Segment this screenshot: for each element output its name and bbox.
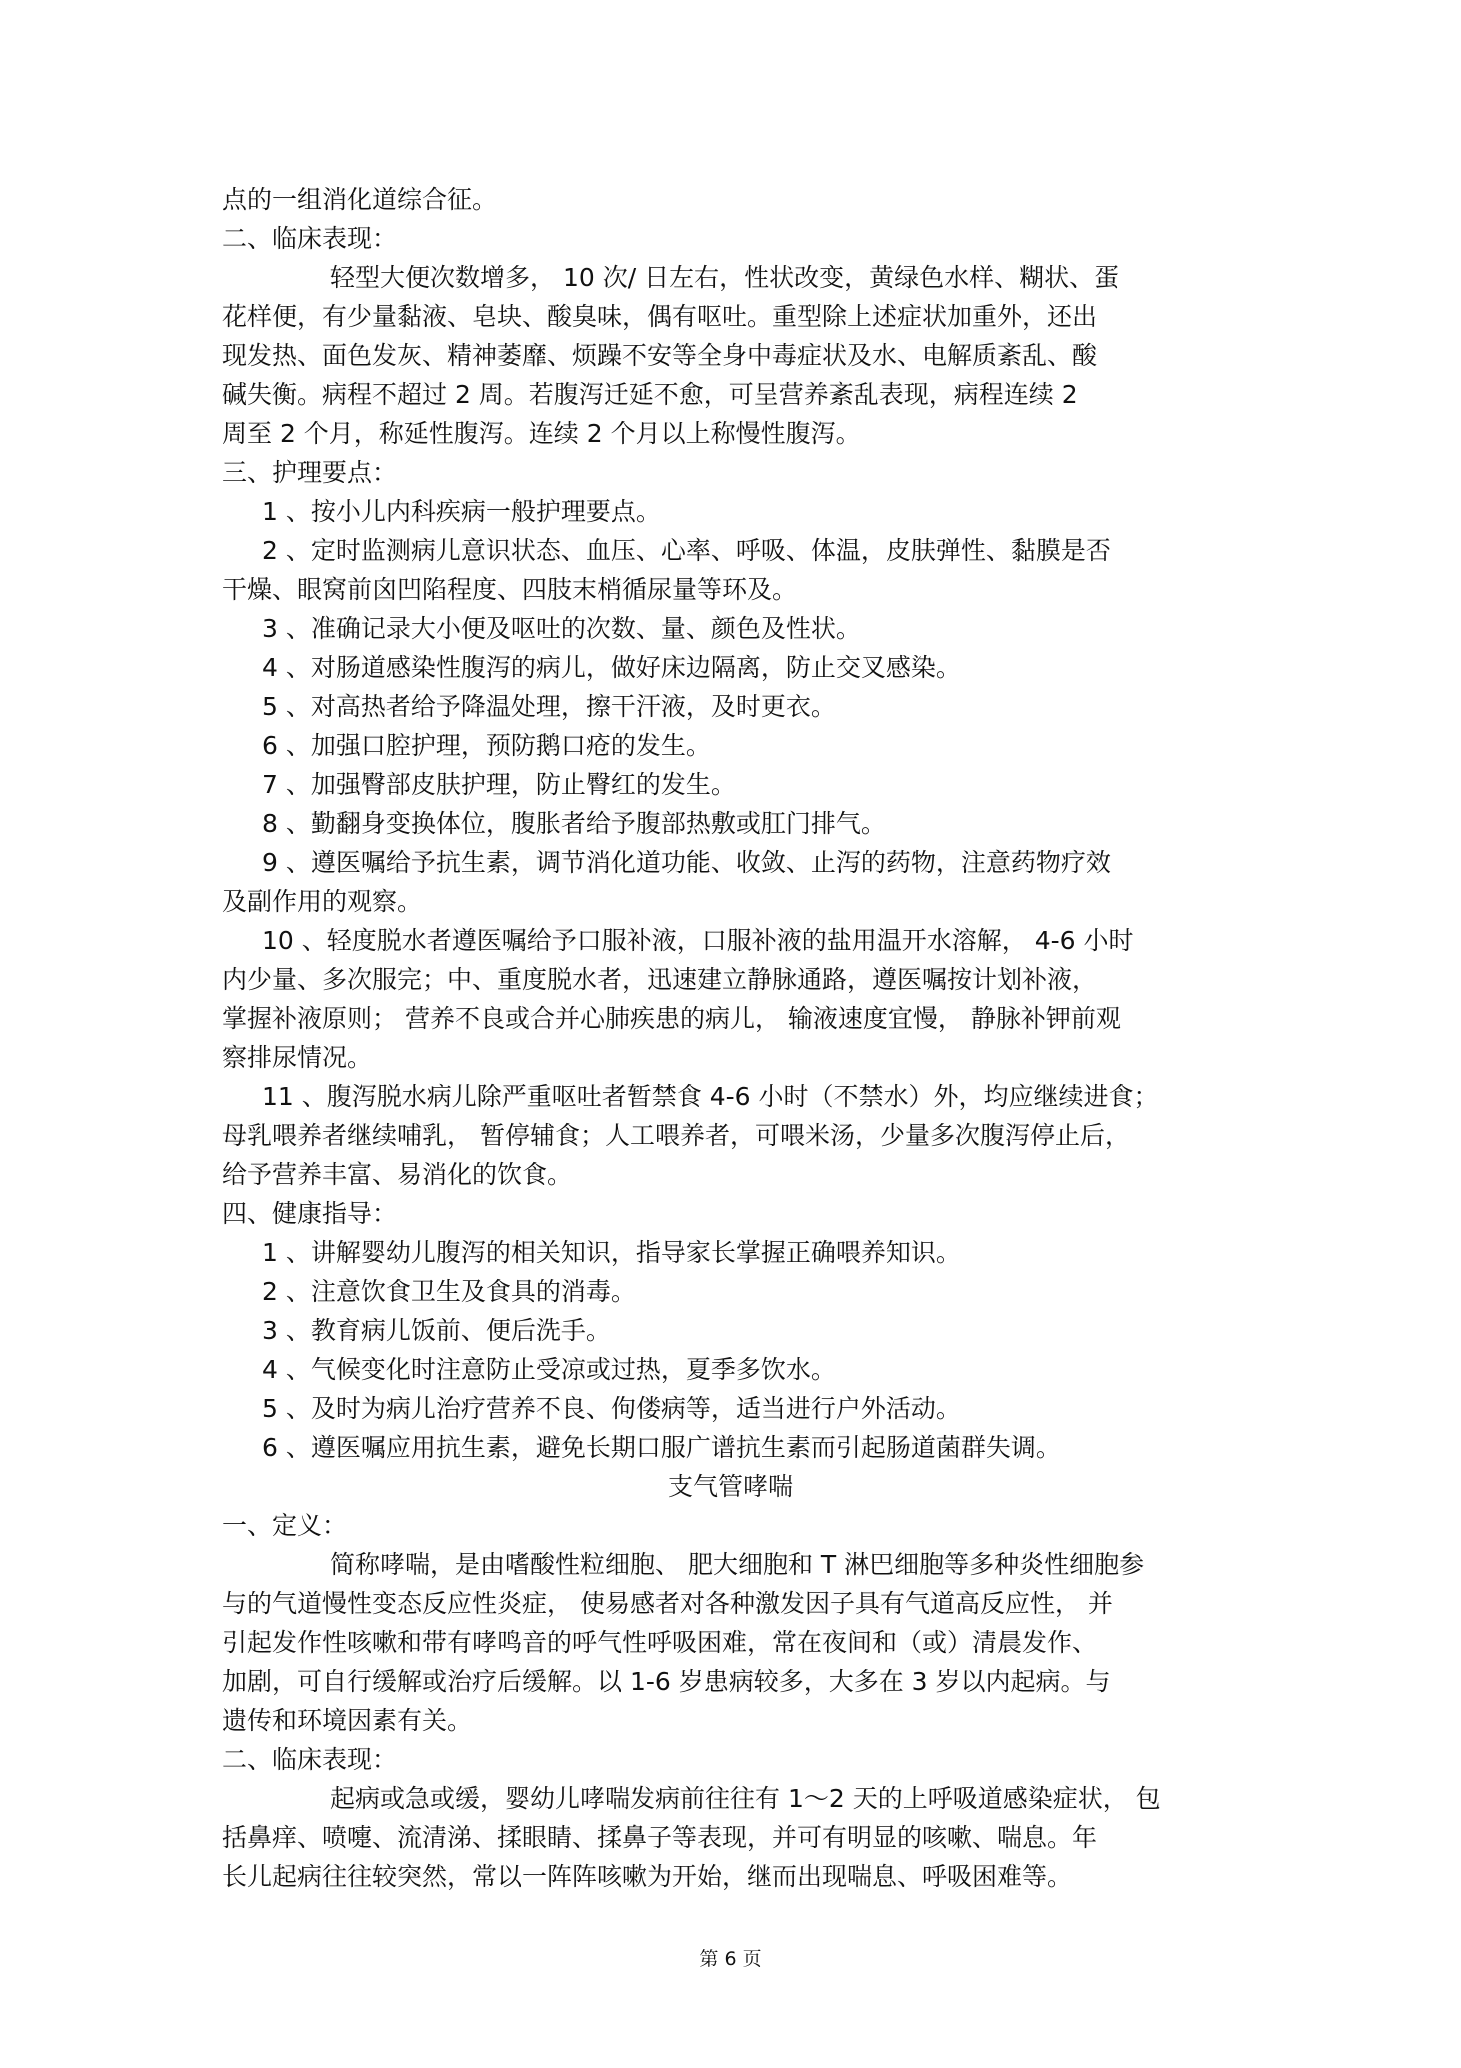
- section-heading: 一、定义：: [222, 1511, 348, 1540]
- list-item: 6 、加强口腔护理，预防鹅口疮的发生。: [262, 731, 711, 760]
- list-item: 2 、注意饮食卫生及食具的消毒。: [262, 1277, 636, 1306]
- page-number: 第 6 页: [699, 1948, 762, 1970]
- text-line: 周至 2 个月，称延性腹泻。连续 2 个月以上称慢性腹泻。: [222, 419, 861, 448]
- text-line: 点的一组消化道综合征。: [222, 185, 498, 214]
- text-line: 掌握补液原则； 营养不良或合并心肺疾患的病儿， 输液速度宜慢， 静脉补钾前观: [222, 1004, 1121, 1033]
- list-item: 6 、遵医嘱应用抗生素，避免长期口服广谱抗生素而引起肠道菌群失调。: [262, 1433, 1061, 1462]
- text-line: 与的气道慢性变态反应性炎症， 使易感者对各种激发因子具有气道高反应性， 并: [222, 1589, 1113, 1618]
- list-item: 5 、及时为病儿治疗营养不良、佝偻病等，适当进行户外活动。: [262, 1394, 961, 1423]
- text-line: 轻型大便次数增多， 10 次/ 日左右，性状改变，黄绿色水样、糊状、蛋: [330, 263, 1120, 292]
- section-heading: 二、临床表现：: [222, 224, 398, 253]
- text-line: 母乳喂养者继续哺乳， 暂停辅食；人工喂养者，可喂米汤，少量多次腹泻停止后，: [222, 1121, 1130, 1150]
- section-heading: 二、临床表现：: [222, 1745, 398, 1774]
- list-item: 2 、定时监测病儿意识状态、血压、心率、呼吸、体温，皮肤弹性、黏膜是否: [262, 536, 1111, 565]
- list-item: 11 、腹泻脱水病儿除严重呕吐者暂禁食 4-6 小时（不禁水）外，均应继续进食；: [262, 1082, 1159, 1111]
- list-item: 4 、气候变化时注意防止受凉或过热，夏季多饮水。: [262, 1355, 836, 1384]
- text-line: 内少量、多次服完；中、重度脱水者，迅速建立静脉通路，遵医嘱按计划补液，: [222, 965, 1098, 994]
- text-line: 长儿起病往往较突然，常以一阵阵咳嗽为开始，继而出现喘息、呼吸困难等。: [222, 1862, 1073, 1891]
- text-line: 加剧，可自行缓解或治疗后缓解。以 1-6 岁患病较多，大多在 3 岁以内起病。与: [222, 1667, 1111, 1696]
- text-line: 现发热、面色发灰、精神萎靡、烦躁不安等全身中毒症状及水、电解质紊乱、酸: [222, 341, 1098, 370]
- text-line: 引起发作性咳嗽和带有哮鸣音的呼气性呼吸困难，常在夜间和（或）清晨发作、: [222, 1628, 1098, 1657]
- section-heading: 四、健康指导：: [222, 1199, 398, 1228]
- text-line: 起病或急或缓，婴幼儿哮喘发病前往往有 1～2 天的上呼吸道感染症状， 包: [330, 1784, 1161, 1813]
- list-item: 10 、轻度脱水者遵医嘱给予口服补液，口服补液的盐用温开水溶解， 4-6 小时: [262, 926, 1134, 955]
- text-line: 花样便，有少量黏液、皂块、酸臭味，偶有呕吐。重型除上述症状加重外，还出: [222, 302, 1098, 331]
- list-item: 9 、遵医嘱给予抗生素，调节消化道功能、收敛、止泻的药物，注意药物疗效: [262, 848, 1111, 877]
- text-line: 及副作用的观察。: [222, 887, 423, 916]
- text-line: 给予营养丰富、易消化的饮食。: [222, 1160, 573, 1189]
- list-item: 5 、对高热者给予降温处理，擦干汗液，及时更衣。: [262, 692, 836, 721]
- list-item: 3 、准确记录大小便及呕吐的次数、量、颜色及性状。: [262, 614, 861, 643]
- text-line: 括鼻痒、喷嚏、流清涕、揉眼睛、揉鼻子等表现，并可有明显的咳嗽、喘息。年: [222, 1823, 1098, 1852]
- text-line: 干燥、眼窝前囟凹陷程度、四肢末梢循尿量等环及。: [222, 575, 798, 604]
- list-item: 4 、对肠道感染性腹泻的病儿，做好床边隔离，防止交叉感染。: [262, 653, 961, 682]
- list-item: 7 、加强臀部皮肤护理，防止臀红的发生。: [262, 770, 736, 799]
- list-item: 8 、勤翻身变换体位，腹胀者给予腹部热敷或肛门排气。: [262, 809, 886, 838]
- text-line: 遗传和环境因素有关。: [222, 1706, 473, 1735]
- list-item: 3 、教育病儿饭前、便后洗手。: [262, 1316, 611, 1345]
- text-line: 碱失衡。病程不超过 2 周。若腹泻迁延不愈，可呈营养紊乱表现，病程连续 2: [222, 380, 1078, 409]
- section-heading: 三、护理要点：: [222, 458, 398, 487]
- list-item: 1 、按小儿内科疾病一般护理要点。: [262, 497, 661, 526]
- chapter-title: 支气管哮喘: [667, 1472, 793, 1501]
- text-line: 简称哮喘，是由嗜酸性粒细胞、 肥大细胞和 T 淋巴细胞等多种炎性细胞参: [330, 1550, 1145, 1579]
- text-line: 察排尿情况。: [222, 1043, 373, 1072]
- list-item: 1 、讲解婴幼儿腹泻的相关知识，指导家长掌握正确喂养知识。: [262, 1238, 961, 1267]
